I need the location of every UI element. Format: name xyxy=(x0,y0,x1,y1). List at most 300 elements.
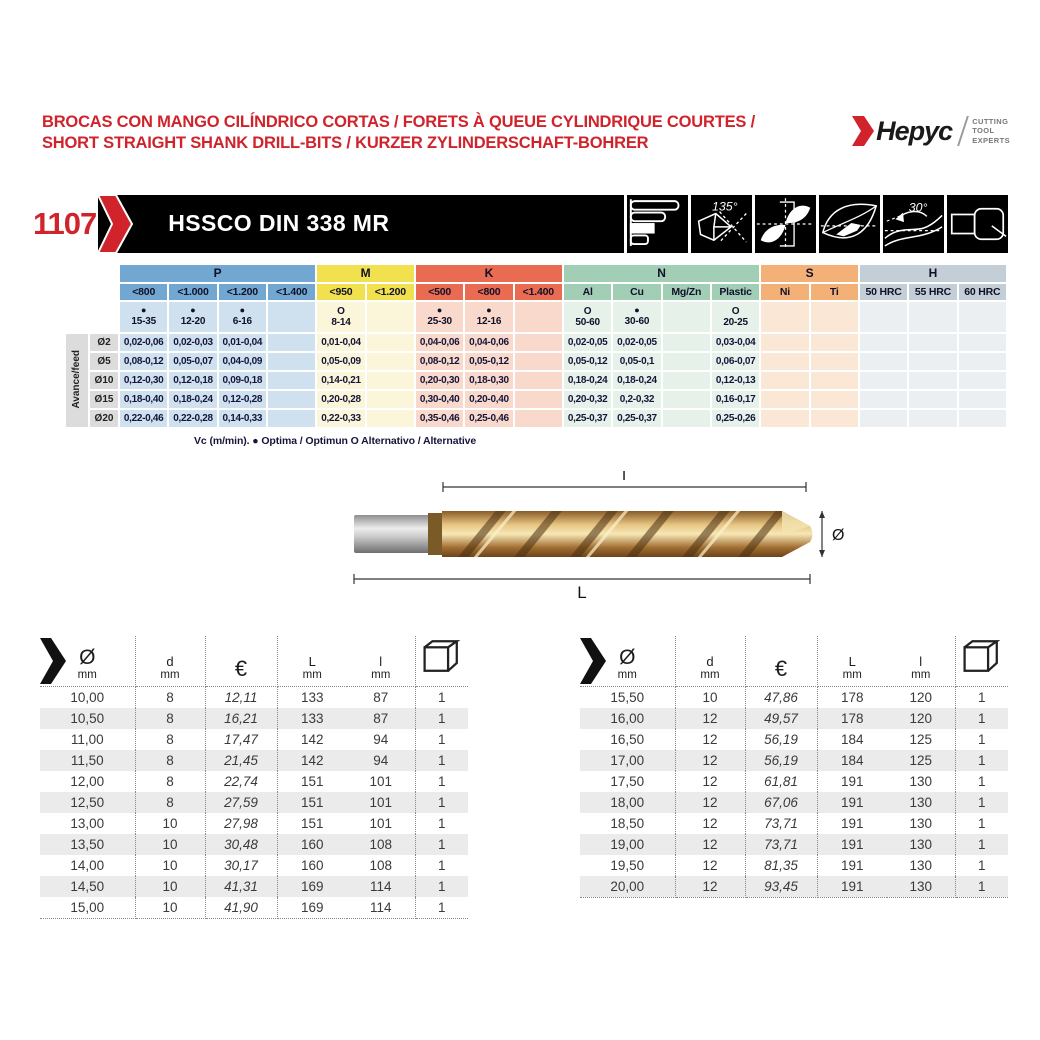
material-group-H: H xyxy=(860,265,1006,282)
page-title-line1: BROCAS CON MANGO CILÍNDRICO CORTAS / FORETS À QUEUE CYLINDRIQUE COURTES / xyxy=(42,113,755,131)
product-row xyxy=(580,792,1008,813)
flute-length-cell: 125 xyxy=(887,750,955,771)
col-header-total-length: L mm xyxy=(277,636,347,687)
product-row xyxy=(580,834,1008,855)
pack-qty-cell: 1 xyxy=(415,708,468,729)
cutting-data-section xyxy=(64,263,1008,447)
flute-length-cell: 101 xyxy=(347,771,415,792)
vc-range-cell xyxy=(663,302,710,332)
price-cell: 73,71 xyxy=(745,813,817,834)
feed-cell xyxy=(959,372,1006,389)
price-cell: 27,98 xyxy=(205,813,277,834)
size-range-icon xyxy=(624,195,688,253)
flute-length-cell: 130 xyxy=(887,771,955,792)
col-header-diameter: Ø mm xyxy=(40,636,135,687)
price-cell: 17,47 xyxy=(205,729,277,750)
feed-diameter-label: Ø15 xyxy=(90,391,118,408)
price-cell: 67,06 xyxy=(745,792,817,813)
feed-cell: 0,02-0,05 xyxy=(613,334,660,351)
tagline-line: CUTTING xyxy=(972,116,1009,126)
product-row xyxy=(40,771,468,792)
feed-cell: 0,22-0,28 xyxy=(169,410,216,427)
vc-limit-cell: <800 xyxy=(465,284,512,300)
feed-cell xyxy=(909,353,956,370)
flute-length-cell: 94 xyxy=(347,750,415,771)
pack-qty-cell: 1 xyxy=(437,773,446,789)
price-cell: 73,71 xyxy=(745,834,817,855)
feed-cell: 0,08-0,12 xyxy=(120,353,167,370)
col-header-flute-length: l mm xyxy=(887,636,955,687)
pack-qty-cell: 1 xyxy=(437,857,446,873)
flute-length-cell: 87 xyxy=(347,708,415,729)
feed-cell xyxy=(663,391,710,408)
flute-length-label: l xyxy=(622,470,626,484)
page-title-line2: SHORT STRAIGHT SHANK DRILL-BITS / KURZER ZYLINDERSCHAFT-BOHRER xyxy=(42,134,649,153)
pack-qty-cell: 1 xyxy=(437,731,446,747)
pack-qty-cell: 1 xyxy=(955,792,1008,813)
product-row xyxy=(40,813,468,834)
vc-range-cell xyxy=(515,302,562,332)
shank-d-cell: 10 xyxy=(135,876,205,897)
pack-qty-cell: 1 xyxy=(415,876,468,897)
feed-cell xyxy=(663,410,710,427)
total-length-cell: 178 xyxy=(817,708,887,729)
shank-d-cell: 12 xyxy=(675,771,745,792)
feed-cell: 0,05-0,09 xyxy=(317,353,364,370)
feed-diameter-label: Ø10 xyxy=(90,372,118,389)
diameter-cell: 17,50 xyxy=(580,771,675,792)
vc-limit-cell: <1.400 xyxy=(515,284,562,300)
feed-cell: 0,20-0,32 xyxy=(564,391,611,408)
flute-length-cell: 130 xyxy=(887,834,955,855)
vc-limit-cell: <1.200 xyxy=(367,284,414,300)
total-length-cell: 151 xyxy=(300,773,324,789)
feed-cell xyxy=(367,334,414,351)
total-length-cell: 178 xyxy=(840,689,864,705)
vc-limit-cell: <1.000 xyxy=(169,284,216,300)
table-chevron-icon xyxy=(40,638,66,684)
shank-d-cell: 10 xyxy=(135,834,205,855)
vc-limit-cell: <800 xyxy=(120,284,167,300)
diameter-cell: 11,50 xyxy=(40,750,135,771)
feed-diameter-label: Ø2 xyxy=(90,334,118,351)
feed-cell: 0,2-0,32 xyxy=(613,391,660,408)
product-row xyxy=(580,686,1008,708)
pack-qty-cell: 1 xyxy=(977,689,986,705)
feed-cell xyxy=(761,391,808,408)
feed-cell xyxy=(761,334,808,351)
vc-range-cell: ● 12-16 xyxy=(465,302,512,332)
feed-cell: 0,05-0,12 xyxy=(564,353,611,370)
price-cell: 30,17 xyxy=(205,855,277,876)
flute-length-cell: 114 xyxy=(347,897,415,919)
feed-cell xyxy=(811,410,858,427)
feed-cell xyxy=(860,391,907,408)
helix-angle-30-icon xyxy=(880,195,944,253)
feed-cell xyxy=(663,334,710,351)
feed-cell: 0,18-0,24 xyxy=(169,391,216,408)
total-length-cell: 133 xyxy=(300,689,324,705)
shank-d-cell: 12 xyxy=(675,834,745,855)
diameter-cell: 18,00 xyxy=(580,792,675,813)
shank-d-cell: 12 xyxy=(675,855,745,876)
diameter-cell: 16,00 xyxy=(580,708,675,729)
price-cell: 27,59 xyxy=(205,792,277,813)
pack-qty-cell: 1 xyxy=(977,731,986,747)
feed-cell xyxy=(860,410,907,427)
feed-cell xyxy=(367,353,414,370)
helix-angle-label: 30° xyxy=(908,200,928,215)
feed-cell: 0,25-0,37 xyxy=(564,410,611,427)
drill-shank xyxy=(354,515,430,553)
page-title xyxy=(42,112,755,155)
feed-cell: 0,02-0,03 xyxy=(169,334,216,351)
price-cell: 47,86 xyxy=(745,686,817,708)
diameter-cell: 12,50 xyxy=(40,792,135,813)
cylindrical-shank-icon xyxy=(944,195,1008,253)
product-bar xyxy=(33,195,1008,253)
feed-cell xyxy=(367,391,414,408)
feed-cell xyxy=(959,410,1006,427)
material-group-K: K xyxy=(416,265,562,282)
product-row xyxy=(580,876,1008,898)
feed-cell: 0,35-0,46 xyxy=(416,410,463,427)
total-length-cell: 191 xyxy=(840,857,864,873)
vc-limit-cell: Plastic xyxy=(712,284,759,300)
flute-length-cell: 87 xyxy=(347,686,415,708)
feed-cell xyxy=(367,410,414,427)
product-name-bar xyxy=(98,195,1008,253)
vc-range-row xyxy=(66,302,1006,332)
vc-range-cell xyxy=(811,302,858,332)
feed-cell xyxy=(663,353,710,370)
total-length-cell: 191 xyxy=(817,792,887,813)
feed-cell xyxy=(515,353,562,370)
vc-range-cell: ● 6-16 xyxy=(219,302,266,332)
diameter-cell: 16,50 xyxy=(580,729,675,750)
vc-limit-cell: Mg/Zn xyxy=(663,284,710,300)
feed-cell xyxy=(515,410,562,427)
vc-limit-cell: Ti xyxy=(811,284,858,300)
product-row xyxy=(580,750,1008,771)
brand-name: Hepyc xyxy=(876,115,953,146)
col-header-shank-d: d mm xyxy=(675,636,745,687)
flute-length-cell: 101 xyxy=(347,813,415,834)
total-length-label: L xyxy=(577,582,587,601)
pack-qty-cell: 1 xyxy=(437,815,446,831)
product-row xyxy=(580,855,1008,876)
product-row xyxy=(40,897,468,919)
flute-length-cell: 130 xyxy=(887,792,955,813)
feed-cell: 0,12-0,13 xyxy=(712,372,759,389)
feed-cell: 0,22-0,46 xyxy=(120,410,167,427)
price-cell: 56,19 xyxy=(745,750,817,771)
shank-d-cell: 8 xyxy=(135,729,205,750)
box-icon xyxy=(422,636,462,681)
product-table-header xyxy=(580,636,1008,687)
vc-range-cell: ● 15-35 xyxy=(120,302,167,332)
material-group-M: M xyxy=(317,265,414,282)
feed-cell xyxy=(515,391,562,408)
pack-qty-cell: 1 xyxy=(977,857,986,873)
price-cell: 61,81 xyxy=(745,771,817,792)
feed-cell xyxy=(663,372,710,389)
vc-range-cell: ● 30-60 xyxy=(613,302,660,332)
total-length-cell: 191 xyxy=(817,834,887,855)
col-header-diameter: Ø mm xyxy=(580,636,675,687)
col-header-shank-d: d mm xyxy=(135,636,205,687)
feed-cell: 0,05-0,1 xyxy=(613,353,660,370)
feed-cell xyxy=(811,353,858,370)
flute-length-cell: 114 xyxy=(347,876,415,897)
feed-cell: 0,04-0,09 xyxy=(219,353,266,370)
product-table xyxy=(40,636,468,919)
shank-d-cell: 12 xyxy=(675,729,745,750)
shank-d-cell: 8 xyxy=(135,708,205,729)
product-row xyxy=(580,729,1008,750)
pack-qty-cell: 1 xyxy=(955,834,1008,855)
pack-qty-cell: 1 xyxy=(955,708,1008,729)
feed-row xyxy=(66,391,1006,408)
feed-cell xyxy=(367,372,414,389)
feed-cell: 0,06-0,07 xyxy=(712,353,759,370)
logo-divider xyxy=(957,116,969,146)
total-length-cell: 191 xyxy=(840,815,864,831)
product-code: 1107 xyxy=(33,205,97,241)
feed-cell: 0,25-0,46 xyxy=(465,410,512,427)
col-header-pack-qty xyxy=(415,636,468,687)
shank-d-cell: 8 xyxy=(135,771,205,792)
feed-cell: 0,14-0,33 xyxy=(219,410,266,427)
feed-cell: 0,08-0,12 xyxy=(416,353,463,370)
red-chevron-icon xyxy=(98,195,134,253)
feed-cell xyxy=(959,353,1006,370)
feed-cell: 0,18-0,24 xyxy=(613,372,660,389)
feed-row xyxy=(66,372,1006,389)
product-row xyxy=(40,855,468,876)
price-cell: 49,57 xyxy=(745,708,817,729)
feed-cell xyxy=(268,372,315,389)
product-row xyxy=(580,813,1008,834)
feed-cell: 0,09-0,18 xyxy=(219,372,266,389)
product-row xyxy=(580,708,1008,729)
feed-cell xyxy=(860,353,907,370)
material-group-row xyxy=(66,265,1006,282)
shank-d-cell: 8 xyxy=(135,686,205,708)
shank-d-cell: 8 xyxy=(135,750,205,771)
total-length-cell: 191 xyxy=(840,773,864,789)
col-header-flute-length: l mm xyxy=(347,636,415,687)
feed-cell xyxy=(761,410,808,427)
feed-cell xyxy=(268,353,315,370)
feed-diameter-label: Ø5 xyxy=(90,353,118,370)
feed-cell: 0,02-0,05 xyxy=(564,334,611,351)
feed-cell xyxy=(909,391,956,408)
shank-d-cell: 8 xyxy=(135,792,205,813)
vc-range-cell xyxy=(367,302,414,332)
cutting-speed-table xyxy=(64,263,1008,429)
flute-length-cell: 130 xyxy=(887,876,955,898)
pack-qty-cell: 1 xyxy=(415,792,468,813)
vc-limit-cell: 55 HRC xyxy=(909,284,956,300)
col-header-price: € xyxy=(745,636,817,687)
feed-cell: 0,22-0,33 xyxy=(317,410,364,427)
diameter-cell: 12,00 xyxy=(40,771,135,792)
total-length-cell: 184 xyxy=(817,750,887,771)
pack-qty-cell: 1 xyxy=(415,750,468,771)
catalog-table-left xyxy=(40,636,468,919)
feed-cell xyxy=(909,410,956,427)
feed-diameter-label: Ø20 xyxy=(90,410,118,427)
vc-limit-cell: <500 xyxy=(416,284,463,300)
shank-d-cell: 12 xyxy=(675,708,745,729)
feed-cell: 0,16-0,17 xyxy=(712,391,759,408)
tagline-line: EXPERTS xyxy=(972,135,1010,145)
feed-cell xyxy=(268,410,315,427)
flute-length-cell: 130 xyxy=(887,855,955,876)
feed-cell: 0,20-0,28 xyxy=(317,391,364,408)
brand-logo xyxy=(852,114,1010,148)
catalog-table-right xyxy=(580,636,1008,919)
product-row xyxy=(40,876,468,897)
drill-tip-icon xyxy=(816,195,880,253)
diameter-cell: 15,50 xyxy=(580,686,675,708)
col-header-total-length: L mm xyxy=(817,636,887,687)
feed-cell xyxy=(959,391,1006,408)
diameter-cell: 14,00 xyxy=(40,855,135,876)
feed-row xyxy=(66,353,1006,370)
shank-d-cell: 10 xyxy=(135,813,205,834)
pack-qty-cell: 1 xyxy=(977,773,986,789)
shank-d-cell: 12 xyxy=(675,876,745,898)
feed-cell xyxy=(860,334,907,351)
price-cell: 16,21 xyxy=(205,708,277,729)
feed-cell: 0,18-0,24 xyxy=(564,372,611,389)
feed-cell xyxy=(515,372,562,389)
feed-axis-label: Avance/feed xyxy=(66,334,88,427)
vc-range-cell: O 8-14 xyxy=(317,302,364,332)
product-row xyxy=(40,834,468,855)
diameter-cell: 10,00 xyxy=(40,686,135,708)
shank-d-cell: 12 xyxy=(675,792,745,813)
point-angle-135-icon xyxy=(688,195,752,253)
feed-cell: 0,04-0,06 xyxy=(465,334,512,351)
diameter-cell: 18,50 xyxy=(580,813,675,834)
pack-qty-cell: 1 xyxy=(437,689,446,705)
total-length-cell: 191 xyxy=(817,876,887,898)
flute-length-cell: 101 xyxy=(347,792,415,813)
flute-length-cell: 120 xyxy=(887,708,955,729)
total-length-cell: 151 xyxy=(277,792,347,813)
vc-range-cell: O 20-25 xyxy=(712,302,759,332)
drill-illustration xyxy=(348,471,848,601)
vc-range-cell xyxy=(761,302,808,332)
total-length-cell: 160 xyxy=(300,857,324,873)
feed-cell xyxy=(811,391,858,408)
col-header-pack-qty xyxy=(955,636,1008,687)
diameter-cell: 19,00 xyxy=(580,834,675,855)
vc-limit-row xyxy=(66,284,1006,300)
col-header-price: € xyxy=(205,636,277,687)
vc-limit-cell: <1.400 xyxy=(268,284,315,300)
tech-icons xyxy=(624,195,1008,253)
pack-qty-cell: 1 xyxy=(955,750,1008,771)
pack-qty-cell: 1 xyxy=(977,815,986,831)
speed-table-legend: Vc (m/min). ● Optima / Optimun O Alternativo / Alternative xyxy=(194,434,477,447)
shank-d-cell: 10 xyxy=(135,897,205,919)
box-icon xyxy=(962,636,1002,681)
feed-cell xyxy=(268,391,315,408)
price-cell: 41,90 xyxy=(205,897,277,919)
feed-cell: 0,05-0,12 xyxy=(465,353,512,370)
product-table-header xyxy=(40,636,468,687)
shank-d-cell: 12 xyxy=(675,750,745,771)
flute-length-cell: 108 xyxy=(347,855,415,876)
feed-cell: 0,01-0,04 xyxy=(317,334,364,351)
pack-qty-cell: 1 xyxy=(955,876,1008,898)
vc-range-cell: O 50-60 xyxy=(564,302,611,332)
diameter-cell: 15,00 xyxy=(40,897,135,919)
feed-cell: 0,04-0,06 xyxy=(416,334,463,351)
price-cell: 30,48 xyxy=(205,834,277,855)
flute-length-cell: 108 xyxy=(347,834,415,855)
feed-cell: 0,18-0,30 xyxy=(465,372,512,389)
product-row xyxy=(40,729,468,750)
vc-range-cell: ● 25-30 xyxy=(416,302,463,332)
diameter-cell: 10,50 xyxy=(40,708,135,729)
feed-row xyxy=(66,410,1006,427)
total-length-cell: 142 xyxy=(277,750,347,771)
feed-cell: 0,05-0,07 xyxy=(169,353,216,370)
feed-cell: 0,30-0,40 xyxy=(416,391,463,408)
vc-limit-cell: Al xyxy=(564,284,611,300)
feed-cell xyxy=(811,334,858,351)
price-cell: 81,35 xyxy=(745,855,817,876)
table-chevron-icon xyxy=(580,638,606,684)
shank-d-cell: 12 xyxy=(675,813,745,834)
total-length-cell: 160 xyxy=(277,834,347,855)
material-group-S: S xyxy=(761,265,858,282)
diameter-cell: 11,00 xyxy=(40,729,135,750)
price-cell: 22,74 xyxy=(205,771,277,792)
price-cell: 41,31 xyxy=(205,876,277,897)
diameter-label: Ø xyxy=(832,526,845,544)
vc-range-cell xyxy=(959,302,1006,332)
feed-cell xyxy=(909,334,956,351)
vc-range-cell xyxy=(268,302,315,332)
feed-cell: 0,25-0,26 xyxy=(712,410,759,427)
material-group-P: P xyxy=(120,265,315,282)
flute-length-cell: 120 xyxy=(887,686,955,708)
price-cell: 12,11 xyxy=(205,686,277,708)
pack-qty-cell: 1 xyxy=(415,897,468,919)
feed-cell xyxy=(811,372,858,389)
feed-cell xyxy=(761,372,808,389)
vc-range-cell xyxy=(909,302,956,332)
total-length-cell: 151 xyxy=(300,815,324,831)
point-angle-label: 135° xyxy=(711,199,738,214)
flute-length-cell: 130 xyxy=(887,813,955,834)
feed-cell xyxy=(515,334,562,351)
feed-cell xyxy=(909,372,956,389)
feed-cell: 0,14-0,21 xyxy=(317,372,364,389)
feed-cell: 0,12-0,28 xyxy=(219,391,266,408)
flute-length-cell: 125 xyxy=(887,729,955,750)
total-length-cell: 133 xyxy=(277,708,347,729)
feed-cell xyxy=(268,334,315,351)
feed-cell: 0,12-0,30 xyxy=(120,372,167,389)
diameter-cell: 14,50 xyxy=(40,876,135,897)
